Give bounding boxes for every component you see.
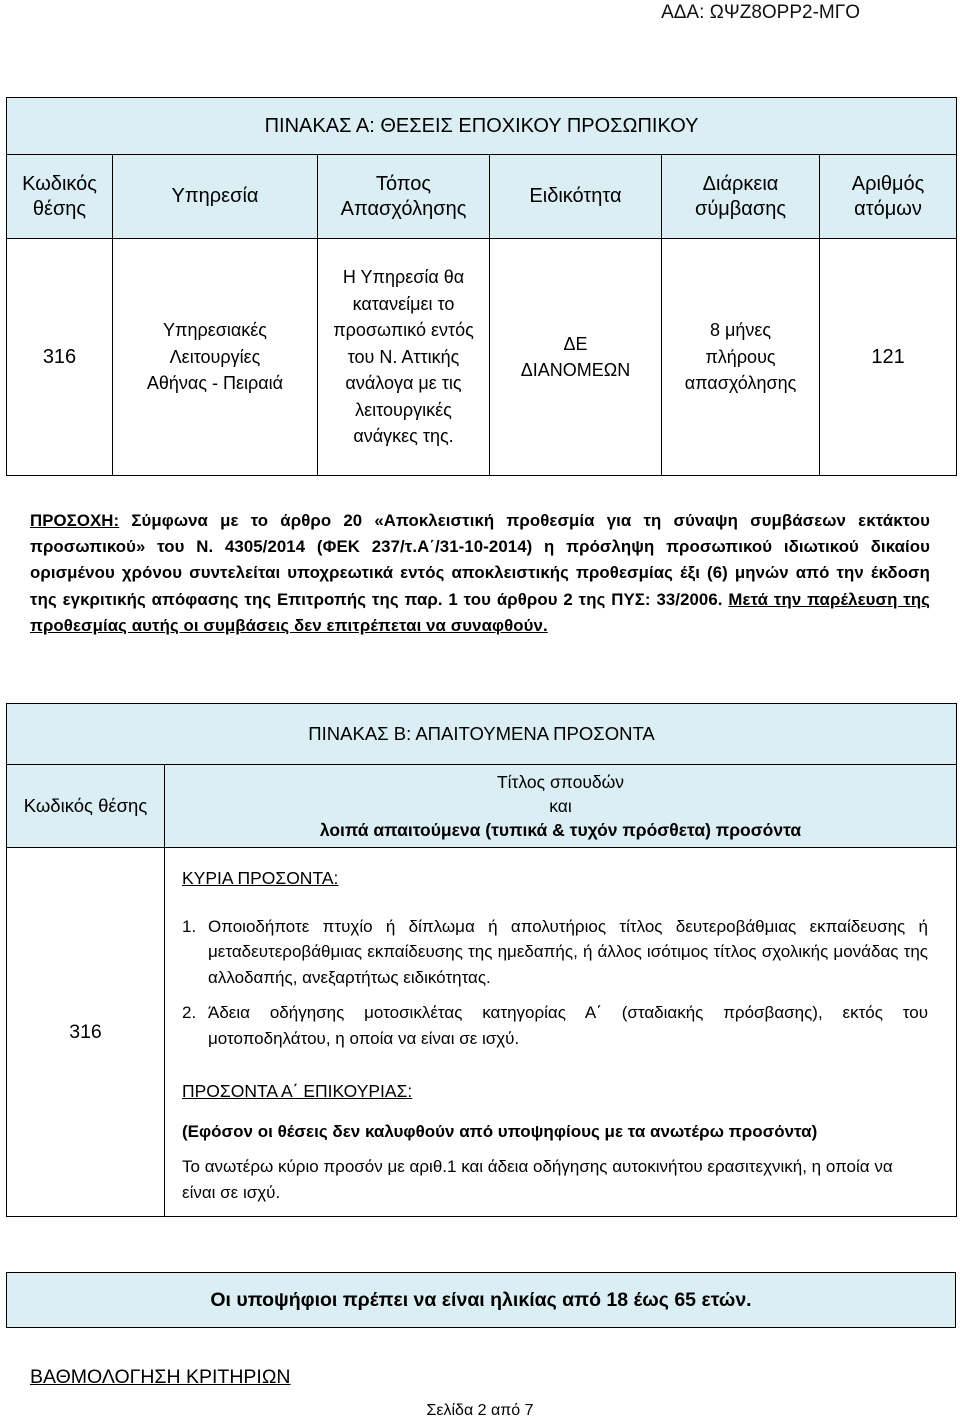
main-qualifications-heading: ΚΥΡΙΑ ΠΡΟΣΟΝΤΑ:: [182, 868, 339, 888]
page-number: Σελίδα 2 από 7: [426, 1402, 534, 1419]
header-count: Αριθμός ατόμων: [820, 155, 957, 239]
header-location: Τόπος Απασχόλησης: [318, 155, 490, 239]
header-qualifications: Τίτλος σπουδών και λοιπά απαιτούμενα (τυπικά & τυχόν πρόσθετα) προσόντα: [165, 765, 957, 848]
header-duration: Διάρκεια σύμβασης: [662, 155, 820, 239]
aux-qualifications-heading: ΠΡΟΣΟΝΤΑ Α΄ ΕΠΙΚΟΥΡΙΑΣ:: [182, 1081, 413, 1101]
table-row: [7, 239, 957, 476]
cell-service: Υπηρεσιακές Λειτουργίες Αθήνας - Πειραιά: [113, 239, 318, 476]
cell-duration: 8 μήνες πλήρους απασχόλησης: [662, 239, 820, 476]
table-a-title: ΠΙΝΑΚΑΣ Α: ΘΕΣΕΙΣ ΕΠΟΧΙΚΟΥ ΠΡΟΣΩΠΙΚΟΥ: [7, 98, 957, 155]
list-item: 2. Άδεια οδήγησης μοτοσικλέτας κατηγορίας Α΄ (σταδιακής πρόσβασης), εκτός του μοτοποδηλάτου, η οποία να είναι σε ισχύ.: [182, 1003, 929, 1048]
table-a-header-row: [7, 155, 957, 239]
cell-code: 316: [7, 848, 165, 1217]
header-code: Κωδικός θέσης: [7, 155, 113, 239]
cell-specialty: ΔΕ ΔΙΑΝΟΜΕΩΝ: [490, 239, 662, 476]
scoring-criteria-heading: ΒΑΘΜΟΛΟΓΗΣΗ ΚΡΙΤΗΡΙΩΝ: [30, 1366, 291, 1388]
cell-code: 316: [7, 239, 113, 476]
ada-code: ΑΔΑ: ΩΨΖ8ΟΡΡ2-ΜΓΟ: [661, 2, 860, 23]
table-a-positions: [6, 97, 957, 476]
table-b-title: ΠΙΝΑΚΑΣ Β: ΑΠΑΙΤΟΥΜΕΝΑ ΠΡΟΣΟΝΤΑ: [7, 704, 957, 765]
notice-text: Σύμφωνα με το άρθρο 20 «Αποκλειστική προθεσμία για τη σύναψη συμβάσεων εκτάκτου προσωπικού» του Ν. 4305/2014 (ΦΕΚ 237/τ.Α΄/31-10-2014) η πρόσληψη προσωπικού ιδιωτικού δικαίου ορισμένου χρόνου συντελείται υποχρεωτικά εντός αποκλειστικής προθεσμίας έξι (6) μηνών από την έκδοση της εγκριτικής απόφασης της Επιτροπής της παρ. 1 του άρθρου 2 της ΠΥΣ: 33/2006.: [30, 511, 930, 609]
table-row: [7, 848, 957, 1217]
notice-paragraph: [30, 508, 930, 639]
header-specialty: Ειδικότητα: [490, 155, 662, 239]
list-item: 1. Οποιοδήποτε πτυχίο ή δίπλωμα ή απολυτήριος τίτλος δευτεροβάθμιας εκπαίδευσης ή μεταδευτεροβάθμιας εκπαίδευσης της ημεδαπής, ή άλλος ισότιμος τίτλος σχολικής μονάδας της αλλοδαπής, ανεξαρτήτως ειδικότητας.: [182, 916, 929, 987]
header-code: Κωδικός θέσης: [7, 765, 165, 848]
cell-location: Η Υπηρεσία θα κατανείμει το προσωπικό εντός του Ν. Αττικής ανάλογα με τις λειτουργικές ανάγκες της.: [318, 239, 490, 476]
aux-qualifications-note: (Εφόσον οι θέσεις δεν καλυφθούν από υποψηφίους με τα ανωτέρω προσόντα): [182, 1121, 818, 1141]
aux-qualifications-text: Το ανωτέρω κύριο προσόν με αριθ.1 και άδεια οδήγησης αυτοκινήτου ερασιτεχνική, η οποία να είναι σε ισχύ.: [182, 1157, 893, 1202]
table-b-header-row: [7, 765, 957, 848]
notice-label: ΠΡΟΣΟΧΗ:: [30, 511, 120, 530]
header-service: Υπηρεσία: [113, 155, 318, 239]
cell-qualifications: [165, 848, 957, 1217]
table-b-qualifications: [6, 703, 957, 1217]
notice-underlined: Μετά την παρέλευση της προθεσμίας αυτής οι συμβάσεις δεν επιτρέπεται να συναφθούν.: [30, 589, 931, 635]
age-requirement-box: Οι υποψήφιοι πρέπει να είναι ηλικίας από 18 έως 65 ετών.: [6, 1272, 956, 1328]
cell-count: 121: [820, 239, 957, 476]
